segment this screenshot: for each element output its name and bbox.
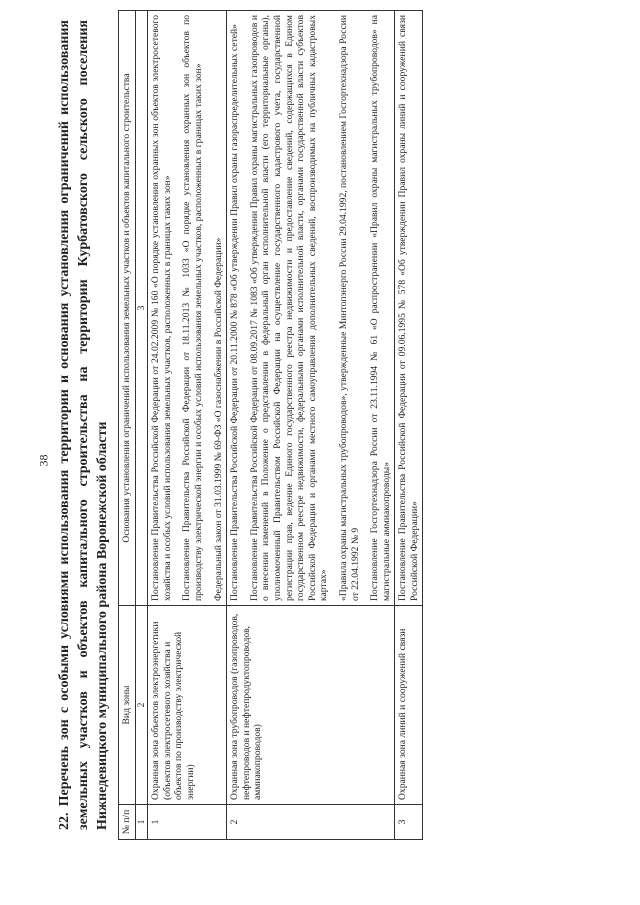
header-zone-type: Вид зоны — [119, 606, 136, 805]
basis-cell — [395, 11, 423, 606]
basis-paragraph: Постановление Госгортехнадзора России от 23.11.1994 № 61 «О распространении «Правил охраны магистральных трубопроводов» на магистральные аммиакопроводы» — [369, 15, 392, 601]
table-row — [148, 11, 227, 840]
column-number: 2 — [135, 606, 148, 805]
zones-table — [118, 10, 423, 840]
column-number: 3 — [135, 11, 148, 606]
zone-type: Охранная зона трубопроводов (газопроводов, нефтепроводов и нефтепродуктопроводов, аммиакопроводов) — [227, 606, 395, 805]
column-number-row — [135, 11, 148, 840]
header-number: № п/п — [119, 805, 136, 840]
page-number: 38 — [36, 454, 51, 467]
basis-paragraph: Федеральный закон от 31.03.1999 № 69-ФЗ «О газоснабжении в Российской Федерации» — [212, 237, 224, 601]
basis-paragraph: Постановление Правительства Российской Федерации от 20.11.2000 № 878 «Об утверждении Правил охраны газораспределительных сетей» — [229, 24, 241, 601]
table-row — [395, 11, 423, 840]
basis-paragraph: Постановление Правительства Российской Федерации от 18.11.2013 № 1033 «О порядке установления охранных зон объектов по производству электрической энергии и особых условий использования земельных участков, расположенных в границах таких зон» — [181, 15, 204, 601]
rotated-page — [55, 10, 575, 840]
basis-paragraph: Постановление Правительства Российской Федерации от 08.09.2017 № 1083 «Об утверждении Правил охраны магистральных газопроводов и о внесении изменений в Положение о представлении в федеральный орган исполнительной власти (его территориальные органы), уполномоченный Правительством Российской Федерации на осуществление государственного кадастрового учета, государственной регистрации прав, ведение Единого государственного реестра недвижимости и предоставление сведений, содержащихся в Едином государственном реестре недвижимости, федеральными органами исполнительной власти, органами государственной власти субъектов Российской Федерации и органами местного самоуправления дополнительных сведений, воспроизводимых на публичных кадастровых картах» — [248, 15, 330, 601]
zone-type: Охранная зона линий и сооружений связи — [395, 606, 423, 805]
column-number: 1 — [135, 805, 148, 840]
table-row — [227, 11, 395, 840]
basis-paragraph: «Правила охраны магистральных трубопроводов», утвержденные Минтопэнерго России 29.04.1992, постановлением Госгортехнадзора России от 22.04.1992 № 9 — [337, 15, 361, 601]
zone-type: Охранная зона объектов электроэнергетики (объектов электросетевого хозяйства и объектов по производству электрической энергии) — [148, 606, 227, 805]
basis-paragraph: Постановление Правительства Российской Федерации от 24.02.2009 № 160 «О порядке установления охранных зон объектов электросетевого хозяйства и особых условий использования земельных участков, расположенных в границах таких зон» — [150, 15, 173, 601]
basis-paragraph: Постановление Правительства Российской Федерации от 09.06.1995 № 578 «Об утверждении Правил охраны линий и сооружений связи Российской Федерации» — [397, 15, 420, 601]
basis-cell — [148, 11, 227, 606]
row-number: 3 — [395, 805, 423, 840]
header-basis: Основания установления ограничений использования земельных участков и объектов капитального строительства — [119, 11, 136, 606]
document-title: 22. Перечень зон с особыми условиями использования территории и основания установления ограничений использования земельных участков и объектов капитального строительства на территории Курбатовского сельского поселения Нижнедевицкого муниципального района Воронежской области — [57, 20, 110, 830]
row-number: 1 — [148, 805, 227, 840]
basis-cell — [227, 11, 395, 606]
row-number: 2 — [227, 805, 395, 840]
table-header-row — [119, 11, 136, 840]
